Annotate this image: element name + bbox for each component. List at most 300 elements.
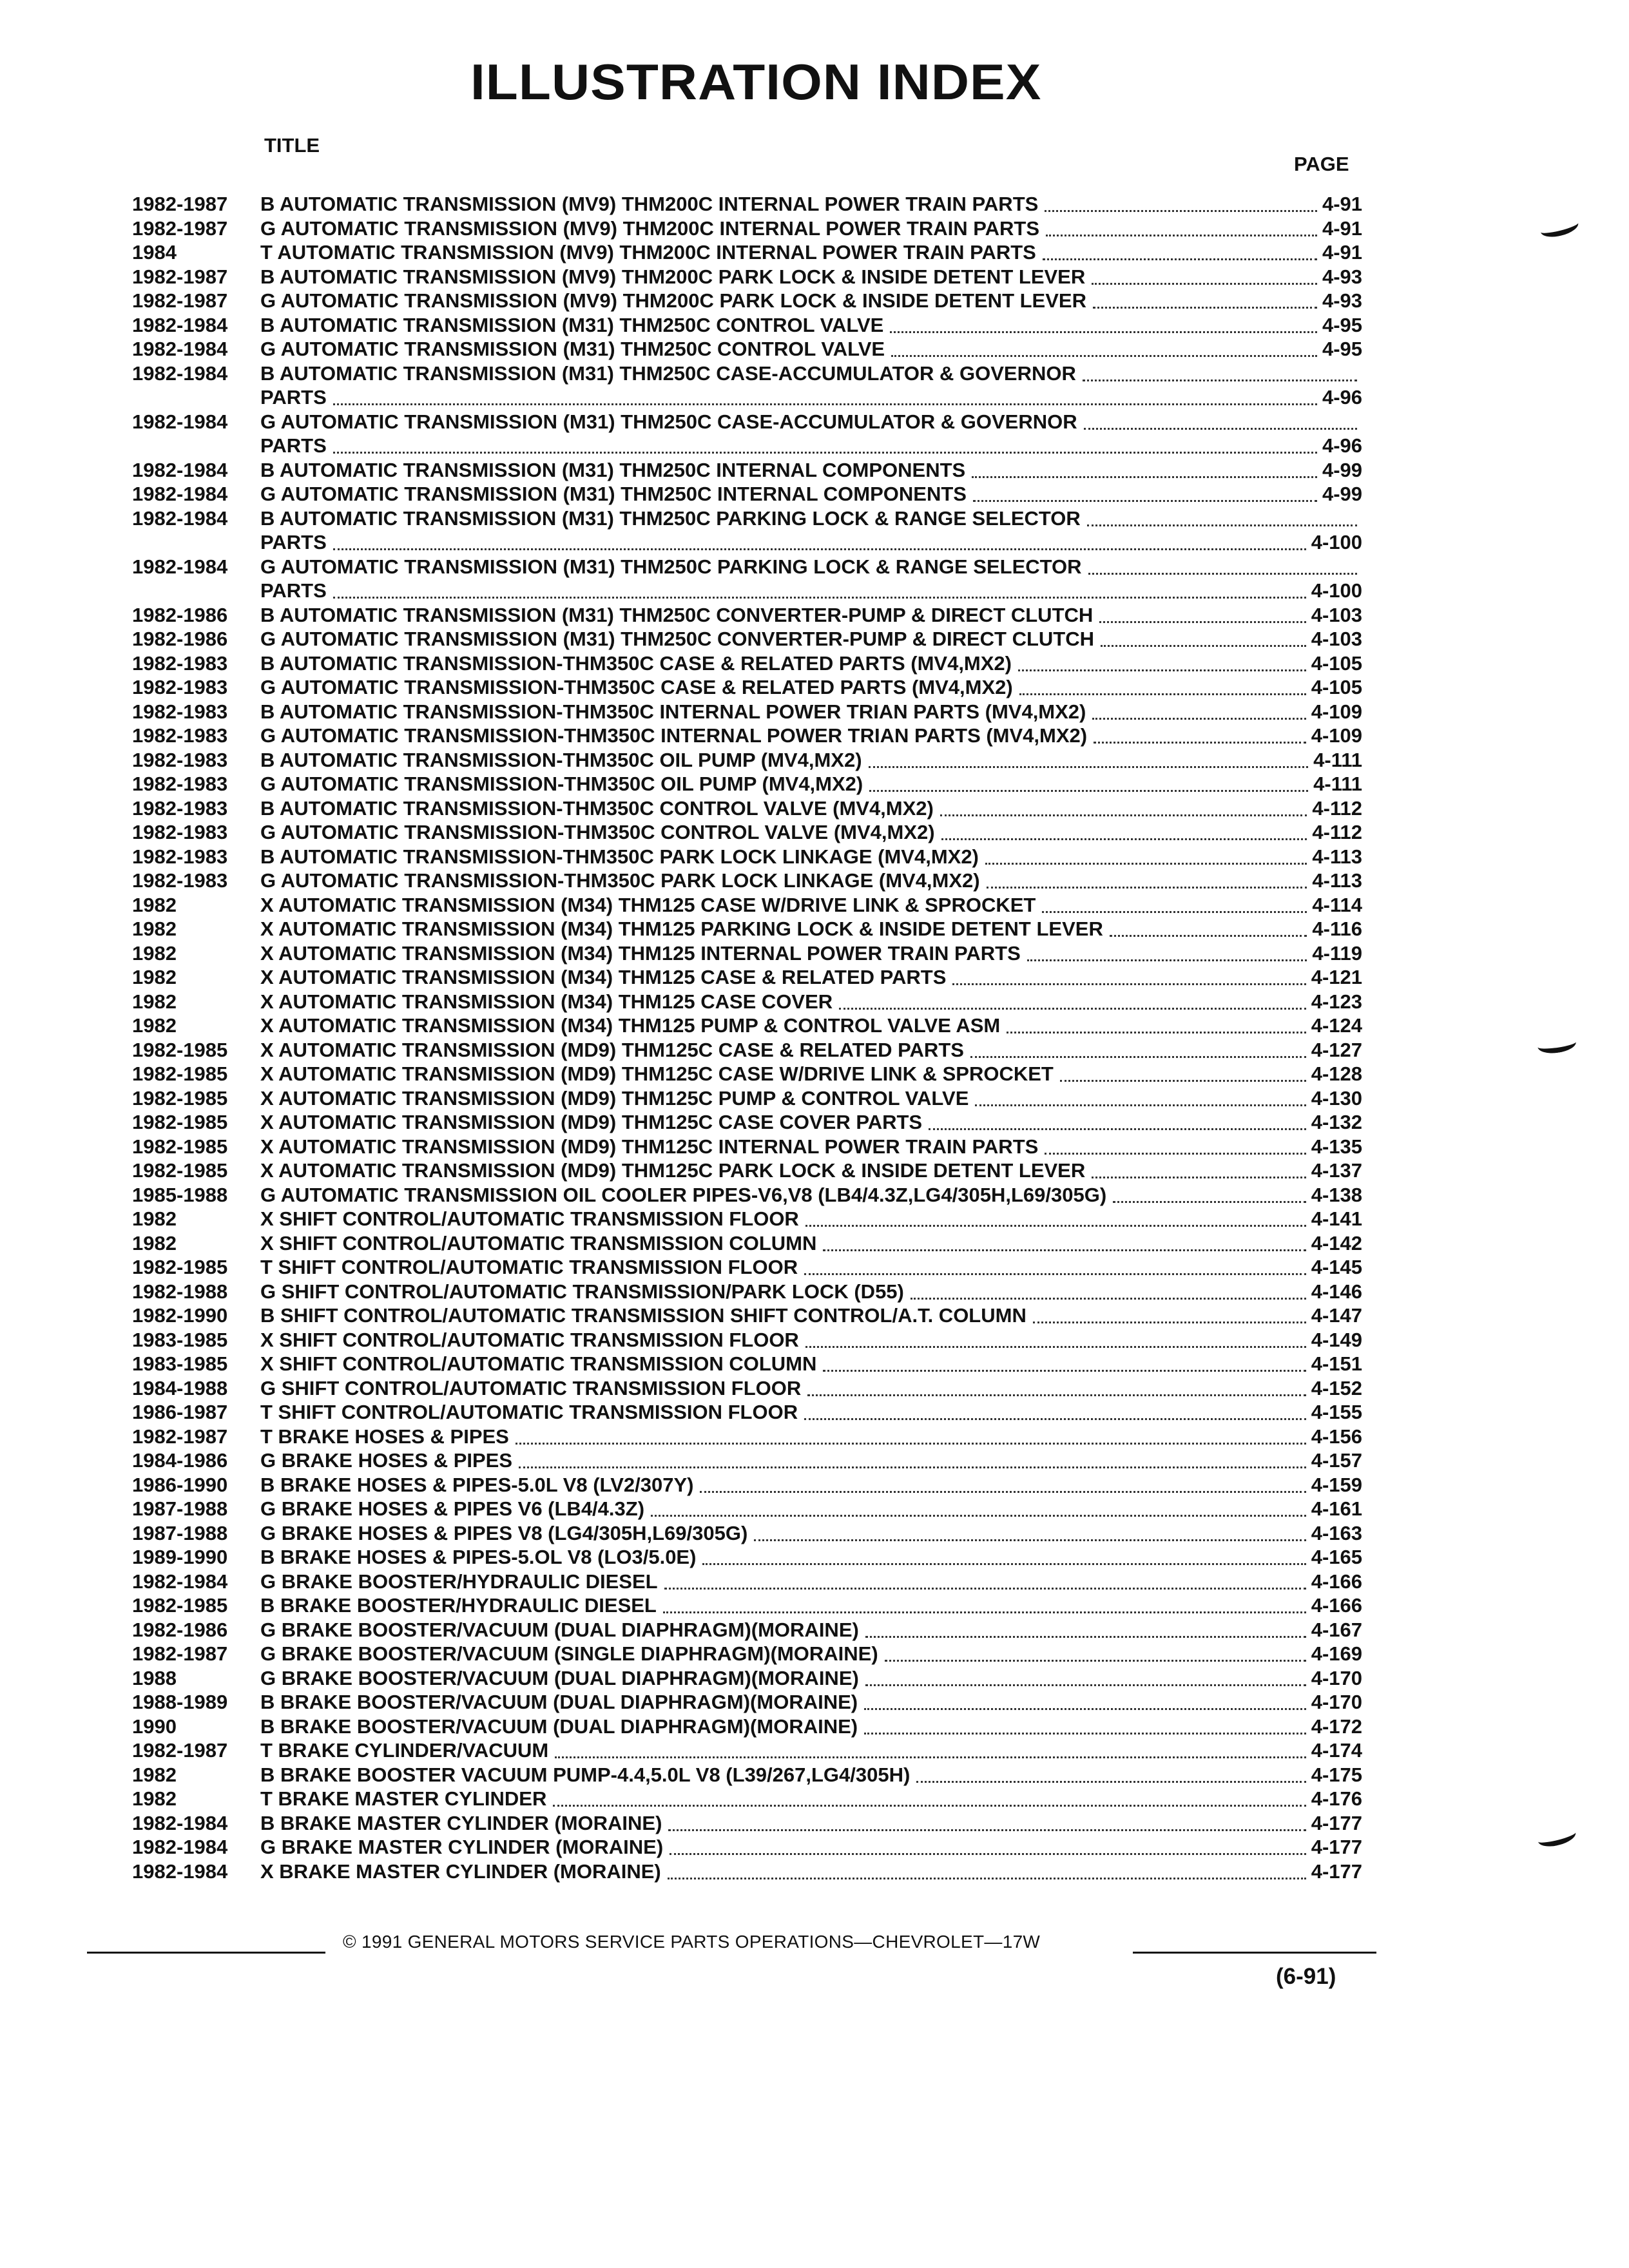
index-entry-row (0, 483, 1629, 505)
entry-title: B AUTOMATIC TRANSMISSION (M31) THM250C CONVERTER-PUMP & DIRECT CLUTCH (260, 603, 1094, 626)
entry-title: G AUTOMATIC TRANSMISSION (M31) THM250C CASE-ACCUMULATOR & GOVERNOR (260, 410, 1077, 433)
index-entry-row (0, 846, 1629, 868)
dot-leader (869, 752, 1309, 768)
index-entry-row (0, 1861, 1629, 1883)
entry-title: B BRAKE BOOSTER/VACUUM (DUAL DIAPHRAGM)(MORAINE) (260, 1691, 858, 1713)
index-entry-row (0, 363, 1629, 385)
entry-years: 1982-1990 (132, 1304, 228, 1327)
dot-leader (804, 1404, 1306, 1420)
entry-years: 1987-1988 (132, 1521, 228, 1544)
dot-leader (985, 849, 1307, 865)
entry-page: 4-142 (1311, 1231, 1362, 1254)
entry-title: G BRAKE HOSES & PIPES V8 (LG4/305H,L69/305G) (260, 1521, 748, 1544)
dot-leader (1033, 1307, 1306, 1323)
index-entry-row (0, 1691, 1629, 1713)
dot-leader (972, 462, 1317, 478)
entry-title: G AUTOMATIC TRANSMISSION-THM350C PARK LOCK LINKAGE (MV4,MX2) (260, 869, 980, 892)
entry-years: 1982 (132, 893, 177, 916)
index-entry-row (0, 532, 1629, 553)
entry-page: 4-95 (1322, 338, 1362, 360)
index-entry-row (0, 1208, 1629, 1230)
dot-leader (333, 389, 1317, 405)
entry-title: X AUTOMATIC TRANSMISSION (MD9) THM125C CASE W/DRIVE LINK & SPROCKET (260, 1062, 1054, 1085)
dot-leader (663, 1597, 1306, 1613)
entry-page: 4-109 (1311, 700, 1362, 723)
entry-page: 4-155 (1311, 1401, 1362, 1423)
dot-leader (952, 969, 1306, 985)
entry-years: 1982 (132, 1787, 177, 1810)
entry-years: 1982-1985 (132, 1111, 228, 1133)
entry-years: 1983-1985 (132, 1328, 228, 1351)
dot-leader (973, 486, 1317, 502)
index-entry-row (0, 822, 1629, 843)
index-entry-row (0, 798, 1629, 820)
entry-title: X AUTOMATIC TRANSMISSION (M34) THM125 CASE & RELATED PARTS (260, 966, 947, 988)
index-entry-row (0, 1474, 1629, 1496)
entry-page: 4-113 (1312, 845, 1362, 868)
entry-title: X AUTOMATIC TRANSMISSION (MD9) THM125C CASE & RELATED PARTS (260, 1038, 964, 1061)
entry-title: G AUTOMATIC TRANSMISSION (M31) THM250C CONTROL VALVE (260, 338, 885, 360)
entry-page: 4-99 (1322, 458, 1362, 481)
entry-years: 1985-1988 (132, 1183, 228, 1206)
entry-title: X SHIFT CONTROL/AUTOMATIC TRANSMISSION COLUMN (260, 1352, 817, 1375)
entry-title: B AUTOMATIC TRANSMISSION (M31) THM250C CONTROL VALVE (260, 313, 884, 336)
entry-years: 1982-1983 (132, 724, 228, 747)
dot-leader (839, 994, 1306, 1010)
dot-leader (823, 1235, 1306, 1251)
entry-title: T BRAKE MASTER CYLINDER (260, 1787, 547, 1810)
entry-page: 4-95 (1322, 313, 1362, 336)
entry-page: 4-112 (1312, 821, 1362, 843)
dot-leader (940, 800, 1307, 816)
entry-years: 1982 (132, 1207, 177, 1230)
index-entry-row (0, 604, 1629, 626)
entry-title: G AUTOMATIC TRANSMISSION (M31) THM250C INTERNAL COMPONENTS (260, 483, 967, 505)
dot-leader (804, 1259, 1306, 1275)
index-entry-row (0, 1111, 1629, 1133)
entry-years: 1986-1987 (132, 1401, 228, 1423)
entry-page: 4-152 (1311, 1376, 1362, 1399)
entry-title: X AUTOMATIC TRANSMISSION (M34) THM125 INTERNAL POWER TRAIN PARTS (260, 941, 1021, 965)
entry-years: 1982 (132, 918, 177, 940)
dot-leader (333, 534, 1306, 550)
entry-title: T SHIFT CONTROL/AUTOMATIC TRANSMISSION FLOOR (260, 1401, 798, 1423)
entry-page: 4-176 (1311, 1787, 1362, 1810)
entry-page: 4-159 (1311, 1473, 1362, 1496)
index-entry-row (0, 1401, 1629, 1423)
entry-title: B AUTOMATIC TRANSMISSION-THM350C OIL PUMP (MV4,MX2) (260, 748, 862, 771)
entry-title: G AUTOMATIC TRANSMISSION (M31) THM250C CONVERTER-PUMP & DIRECT CLUTCH (260, 628, 1095, 650)
entry-years: 1988-1989 (132, 1691, 228, 1713)
entry-years: 1990 (132, 1715, 177, 1738)
page-column-header: PAGE (1294, 153, 1349, 175)
entry-title: G AUTOMATIC TRANSMISSION-THM350C OIL PUMP (MV4,MX2) (260, 773, 863, 795)
entry-years: 1982-1986 (132, 603, 228, 626)
index-entry-row (0, 966, 1629, 988)
entry-page: 4-130 (1311, 1086, 1362, 1110)
entry-page: 4-114 (1312, 893, 1362, 916)
index-entry-row (0, 1716, 1629, 1738)
entry-page: 4-113 (1312, 869, 1362, 892)
entry-page: 4-161 (1311, 1497, 1362, 1520)
entry-years: 1982-1988 (132, 1280, 228, 1303)
entry-title: B AUTOMATIC TRANSMISSION-THM350C INTERNAL POWER TRIAN PARTS (MV4,MX2) (260, 700, 1086, 723)
index-entry-row (0, 701, 1629, 723)
entry-page: 4-109 (1311, 724, 1362, 747)
entry-years: 1989-1990 (132, 1546, 228, 1568)
index-entry-row (0, 1595, 1629, 1617)
entry-page: 4-151 (1311, 1352, 1362, 1375)
index-entry-row (0, 556, 1629, 578)
dot-leader (1092, 1162, 1306, 1178)
dot-leader (516, 1428, 1306, 1445)
index-entry-row (0, 1523, 1629, 1544)
index-entry-row (0, 411, 1629, 433)
entry-page: 4-124 (1311, 1014, 1362, 1037)
index-entry-row (0, 1184, 1629, 1206)
entry-years: 1982-1985 (132, 1135, 228, 1158)
index-entry-row (0, 266, 1629, 288)
dot-leader (975, 1090, 1306, 1106)
entry-title: B AUTOMATIC TRANSMISSION-THM350C PARK LOCK LINKAGE (MV4,MX2) (260, 845, 979, 868)
entry-page: 4-170 (1311, 1691, 1362, 1713)
entry-years: 1982 (132, 990, 177, 1013)
entry-page: 4-156 (1311, 1425, 1362, 1448)
entry-years: 1982-1984 (132, 506, 228, 530)
dot-leader (1045, 196, 1317, 212)
index-entry-row (0, 1450, 1629, 1472)
dot-leader (664, 1573, 1306, 1590)
dot-leader (1093, 293, 1317, 309)
dot-leader (1083, 365, 1357, 381)
title-column-header: TITLE (264, 134, 320, 157)
entry-title: T AUTOMATIC TRANSMISSION (MV9) THM200C INTERNAL POWER TRAIN PARTS (260, 241, 1036, 264)
entry-years: 1982-1984 (132, 483, 228, 505)
index-entry-row (0, 1740, 1629, 1762)
entry-page: 4-100 (1311, 579, 1362, 602)
entry-years: 1982-1984 (132, 1811, 228, 1834)
entry-years: 1982-1985 (132, 1086, 228, 1110)
dot-leader (823, 1356, 1306, 1372)
entry-years: 1982-1987 (132, 1739, 228, 1762)
entry-title: X AUTOMATIC TRANSMISSION (MD9) THM125C PARK LOCK & INSIDE DETENT LEVER (260, 1159, 1086, 1182)
dot-leader (941, 824, 1307, 840)
index-entry-row (0, 290, 1629, 312)
dot-leader (916, 1767, 1306, 1783)
index-entry-row (0, 943, 1629, 965)
dot-leader (1027, 945, 1307, 961)
entry-title: B BRAKE BOOSTER/VACUUM (DUAL DIAPHRAGM)(MORAINE) (260, 1715, 858, 1738)
entry-page: 4-147 (1311, 1304, 1362, 1327)
dot-leader (702, 1549, 1306, 1565)
entry-title: B BRAKE HOSES & PIPES-5.OL V8 (LO3/5.0E) (260, 1546, 697, 1568)
entry-years: 1982-1983 (132, 651, 228, 675)
entry-title: PARTS (260, 531, 327, 553)
entry-title: B AUTOMATIC TRANSMISSION (MV9) THM200C INTERNAL POWER TRAIN PARTS (260, 193, 1039, 215)
entry-title: X AUTOMATIC TRANSMISSION (M34) THM125 CASE W/DRIVE LINK & SPROCKET (260, 893, 1036, 916)
entry-years: 1982-1984 (132, 1570, 228, 1593)
entry-page: 4-99 (1322, 483, 1362, 505)
index-entry-row (0, 1015, 1629, 1037)
dot-leader (333, 582, 1306, 599)
entry-years: 1982-1983 (132, 821, 228, 843)
index-entry-row (0, 1039, 1629, 1061)
entry-page: 4-105 (1311, 651, 1362, 675)
entry-years: 1982-1984 (132, 1860, 228, 1883)
dot-leader (805, 1211, 1306, 1227)
entry-title: G AUTOMATIC TRANSMISSION-THM350C CONTROL VALVE (MV4,MX2) (260, 821, 935, 843)
entry-page: 4-174 (1311, 1739, 1362, 1762)
entry-years: 1982-1983 (132, 676, 228, 698)
index-entry-row (0, 1088, 1629, 1110)
index-entry-row (0, 1764, 1629, 1786)
index-entry-row (0, 1619, 1629, 1641)
index-entry-row (0, 677, 1629, 698)
entry-years: 1982 (132, 941, 177, 965)
dot-leader (1094, 727, 1306, 744)
dot-leader (864, 1718, 1306, 1735)
dot-leader (885, 1646, 1306, 1662)
entry-title: G AUTOMATIC TRANSMISSION-THM350C CASE & RELATED PARTS (MV4,MX2) (260, 676, 1013, 698)
entry-years: 1982-1987 (132, 216, 228, 240)
entry-years: 1982-1984 (132, 458, 228, 481)
entry-page: 4-91 (1322, 241, 1362, 264)
entry-years: 1984 (132, 241, 177, 264)
entry-page: 4-145 (1311, 1256, 1362, 1278)
index-entry-row (0, 1812, 1629, 1834)
index-entry-row (0, 1426, 1629, 1448)
entry-page: 4-91 (1322, 193, 1362, 215)
entry-page: 4-121 (1311, 966, 1362, 988)
index-entry-row (0, 1281, 1629, 1303)
dot-leader (864, 1694, 1306, 1710)
entry-title: PARTS (260, 386, 327, 408)
index-entry-row (0, 1667, 1629, 1689)
entry-title: B BRAKE BOOSTER VACUUM PUMP-4.4,5.0L V8 (L39/267,LG4/305H) (260, 1763, 911, 1786)
entry-title: X AUTOMATIC TRANSMISSION (M34) THM125 PARKING LOCK & INSIDE DETENT LEVER (260, 918, 1103, 940)
entry-years: 1982-1983 (132, 869, 228, 892)
index-entry-row (0, 314, 1629, 336)
entry-title: G AUTOMATIC TRANSMISSION-THM350C INTERNAL POWER TRIAN PARTS (MV4,MX2) (260, 724, 1088, 747)
index-entry-row (0, 435, 1629, 457)
index-entry-row (0, 580, 1629, 602)
entry-title: G BRAKE HOSES & PIPES V6 (LB4/4.3Z) (260, 1497, 645, 1520)
entry-page: 4-105 (1311, 676, 1362, 698)
entry-title: B BRAKE HOSES & PIPES-5.0L V8 (LV2/307Y) (260, 1473, 694, 1496)
footer-page-code: (6-91) (1276, 1964, 1336, 1989)
entry-title: G BRAKE BOOSTER/VACUUM (DUAL DIAPHRAGM)(MORAINE) (260, 1666, 859, 1689)
entry-title: G SHIFT CONTROL/AUTOMATIC TRANSMISSION FLOOR (260, 1376, 802, 1399)
entry-page: 4-169 (1311, 1642, 1362, 1665)
entry-title: B AUTOMATIC TRANSMISSION (M31) THM250C INTERNAL COMPONENTS (260, 458, 966, 481)
entry-years: 1982-1986 (132, 1618, 228, 1641)
dot-leader (1092, 269, 1317, 285)
entry-years: 1982-1985 (132, 1062, 228, 1085)
entry-page: 4-91 (1322, 216, 1362, 240)
index-entry-row (0, 387, 1629, 408)
dot-leader (1046, 220, 1317, 236)
dot-leader (865, 1670, 1306, 1686)
entry-page: 4-135 (1311, 1135, 1362, 1158)
entry-title: T BRAKE HOSES & PIPES (260, 1425, 509, 1448)
index-entry-row (0, 218, 1629, 240)
entry-page: 4-123 (1311, 990, 1362, 1013)
entry-title: G AUTOMATIC TRANSMISSION (M31) THM250C PARKING LOCK & RANGE SELECTOR (260, 555, 1082, 578)
footer-copyright: © 1991 GENERAL MOTORS SERVICE PARTS OPERATIONS—CHEVROLET—17W (343, 1932, 1041, 1952)
entry-years: 1987-1988 (132, 1497, 228, 1520)
entry-years: 1982 (132, 1014, 177, 1037)
index-entry-row (0, 1063, 1629, 1085)
entry-years: 1982-1986 (132, 628, 228, 650)
index-entry-row (0, 1305, 1629, 1327)
entry-page: 4-157 (1311, 1449, 1362, 1472)
dot-leader (865, 1622, 1306, 1638)
dot-leader (668, 1863, 1306, 1879)
entry-title: G BRAKE BOOSTER/HYDRAULIC DIESEL (260, 1570, 658, 1593)
entry-title: G SHIFT CONTROL/AUTOMATIC TRANSMISSION/PARK LOCK (D55) (260, 1280, 904, 1303)
entry-title: B BRAKE BOOSTER/HYDRAULIC DIESEL (260, 1594, 657, 1617)
entry-title: G BRAKE HOSES & PIPES (260, 1449, 513, 1472)
entry-title: G BRAKE MASTER CYLINDER (MORAINE) (260, 1836, 664, 1858)
entry-years: 1982-1984 (132, 1836, 228, 1858)
dot-leader (1042, 897, 1307, 913)
entry-page: 4-96 (1322, 386, 1362, 408)
entry-page: 4-119 (1312, 941, 1362, 965)
entry-page: 4-165 (1311, 1546, 1362, 1568)
entry-years: 1982-1983 (132, 773, 228, 795)
entry-page: 4-172 (1311, 1715, 1362, 1738)
index-entry-row (0, 749, 1629, 771)
entry-title: T SHIFT CONTROL/AUTOMATIC TRANSMISSION FLOOR (260, 1256, 798, 1278)
index-entry-row (0, 1498, 1629, 1520)
index-entry-row (0, 1546, 1629, 1568)
entry-years: 1982-1987 (132, 1425, 228, 1448)
entry-title: G AUTOMATIC TRANSMISSION (MV9) THM200C PARK LOCK & INSIDE DETENT LEVER (260, 289, 1086, 312)
entry-title: PARTS (260, 434, 327, 457)
dot-leader (890, 317, 1317, 333)
entry-years: 1986-1990 (132, 1473, 228, 1496)
entry-title: T BRAKE CYLINDER/VACUUM (260, 1739, 549, 1762)
entry-page: 4-177 (1311, 1811, 1362, 1834)
dot-leader (754, 1525, 1306, 1541)
entry-page: 4-138 (1311, 1183, 1362, 1206)
entry-title: X AUTOMATIC TRANSMISSION (M34) THM125 PUMP & CONTROL VALVE ASM (260, 1014, 1001, 1037)
entry-title: G BRAKE BOOSTER/VACUUM (SINGLE DIAPHRAGM)(MORAINE) (260, 1642, 878, 1665)
entry-years: 1982-1983 (132, 748, 228, 771)
entry-years: 1988 (132, 1666, 177, 1689)
index-entry-row (0, 1571, 1629, 1593)
entry-years: 1982-1984 (132, 338, 228, 360)
entry-title: X SHIFT CONTROL/AUTOMATIC TRANSMISSION FLOOR (260, 1207, 799, 1230)
entry-years: 1982-1985 (132, 1038, 228, 1061)
entry-page: 4-93 (1322, 289, 1362, 312)
index-entry-row (0, 1233, 1629, 1254)
entry-title: B AUTOMATIC TRANSMISSION (MV9) THM200C PARK LOCK & INSIDE DETENT LEVER (260, 265, 1086, 288)
index-entry-row (0, 628, 1629, 650)
entry-years: 1982-1984 (132, 555, 228, 578)
dot-leader (333, 437, 1317, 454)
index-entry-row (0, 1378, 1629, 1399)
entry-page: 4-137 (1311, 1159, 1362, 1182)
entry-years: 1982 (132, 966, 177, 988)
dot-leader (1087, 510, 1357, 526)
index-entry-row (0, 193, 1629, 215)
dot-leader (1088, 559, 1357, 575)
entry-page: 4-116 (1312, 918, 1362, 940)
entry-page: 4-177 (1311, 1836, 1362, 1858)
entry-page: 4-132 (1311, 1111, 1362, 1133)
dot-leader (1101, 631, 1306, 647)
dot-leader (970, 1042, 1306, 1058)
index-entry-row (0, 338, 1629, 360)
dot-leader (987, 872, 1307, 889)
entry-title: X BRAKE MASTER CYLINDER (MORAINE) (260, 1860, 661, 1883)
entry-title: B SHIFT CONTROL/AUTOMATIC TRANSMISSION SHIFT CONTROL/A.T. COLUMN (260, 1304, 1027, 1327)
dot-leader (1007, 1017, 1306, 1033)
entry-years: 1984-1986 (132, 1449, 228, 1472)
entry-page: 4-127 (1311, 1038, 1362, 1061)
dot-leader (807, 1380, 1306, 1396)
index-entry-row (0, 725, 1629, 747)
entry-page: 4-103 (1311, 603, 1362, 626)
dot-leader (1045, 1139, 1306, 1155)
index-entry-row (0, 1136, 1629, 1158)
entry-title: B AUTOMATIC TRANSMISSION-THM350C CONTROL VALVE (MV4,MX2) (260, 796, 934, 820)
entry-page: 4-146 (1311, 1280, 1362, 1303)
index-entry-row (0, 459, 1629, 481)
entry-title: X AUTOMATIC TRANSMISSION (M34) THM125 CASE COVER (260, 990, 833, 1013)
dot-leader (891, 341, 1317, 357)
dot-leader (805, 1332, 1306, 1348)
index-entry-row (0, 1256, 1629, 1278)
entry-page: 4-166 (1311, 1594, 1362, 1617)
dot-leader (670, 1839, 1306, 1855)
index-entry-row (0, 1643, 1629, 1665)
entry-page: 4-96 (1322, 434, 1362, 457)
index-entry-row (0, 242, 1629, 264)
entry-years: 1982-1984 (132, 361, 228, 385)
entry-title: B BRAKE MASTER CYLINDER (MORAINE) (260, 1811, 662, 1834)
entry-years: 1982 (132, 1231, 177, 1254)
index-entry-row (0, 508, 1629, 530)
entry-years: 1982-1984 (132, 313, 228, 336)
dot-leader (651, 1501, 1306, 1517)
dot-leader (1043, 244, 1317, 260)
entry-years: 1982-1984 (132, 410, 228, 433)
entry-years: 1982-1987 (132, 289, 228, 312)
index-entry-row (0, 918, 1629, 940)
index-entry-row (0, 1836, 1629, 1858)
entry-years: 1982-1985 (132, 1594, 228, 1617)
entry-page: 4-170 (1311, 1666, 1362, 1689)
entry-page: 4-167 (1311, 1618, 1362, 1641)
entry-page: 4-141 (1311, 1207, 1362, 1230)
entry-page: 4-112 (1312, 796, 1362, 820)
index-entry-row (0, 773, 1629, 795)
entry-page: 4-128 (1311, 1062, 1362, 1085)
index-entry-row (0, 1788, 1629, 1810)
dot-leader (1110, 921, 1307, 937)
index-entry-row (0, 653, 1629, 675)
entry-page: 4-163 (1311, 1521, 1362, 1544)
entry-title: X SHIFT CONTROL/AUTOMATIC TRANSMISSION FLOOR (260, 1328, 799, 1351)
entry-years: 1982-1985 (132, 1256, 228, 1278)
entry-years: 1982-1987 (132, 193, 228, 215)
entry-page: 4-149 (1311, 1328, 1362, 1351)
index-entry-row (0, 870, 1629, 892)
entry-title: PARTS (260, 579, 327, 602)
entry-page: 4-175 (1311, 1763, 1362, 1786)
